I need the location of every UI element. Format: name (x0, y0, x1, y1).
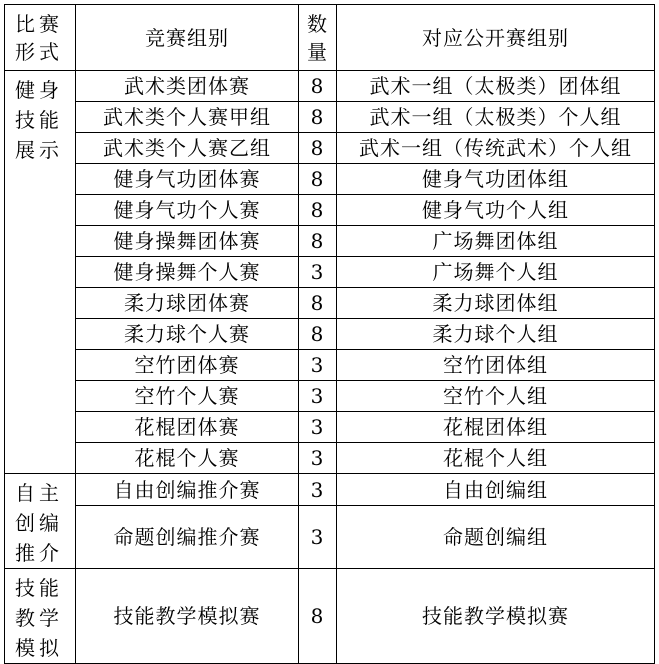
group-cell: 柔力球个人赛 (76, 319, 299, 350)
group-cell: 技能教学模拟赛 (76, 569, 299, 664)
form-cell: 自主创编推介 (5, 474, 76, 569)
open-group-cell: 技能教学模拟赛 (337, 569, 655, 664)
group-cell: 健身气功团体赛 (76, 164, 299, 195)
header-quantity: 数量 (299, 5, 337, 71)
quantity-cell: 8 (299, 164, 337, 195)
group-cell: 柔力球团体赛 (76, 288, 299, 319)
table-body (5, 5, 655, 664)
quantity-cell: 8 (299, 195, 337, 226)
table-row (5, 195, 655, 226)
quantity-cell: 8 (299, 319, 337, 350)
table-row (5, 569, 655, 664)
header-row (5, 5, 655, 71)
header-form: 比赛形式 (5, 5, 76, 71)
group-cell: 花棍个人赛 (76, 443, 299, 474)
quantity-cell: 8 (299, 102, 337, 133)
group-cell: 武术类个人赛甲组 (76, 102, 299, 133)
group-cell: 花棍团体赛 (76, 412, 299, 443)
open-group-cell: 柔力球个人组 (337, 319, 655, 350)
open-group-cell: 空竹个人组 (337, 381, 655, 412)
table-row (5, 350, 655, 381)
open-group-cell: 花棍个人组 (337, 443, 655, 474)
open-group-cell: 武术一组（太极类）团体组 (337, 71, 655, 102)
open-group-cell: 空竹团体组 (337, 350, 655, 381)
table-row (5, 381, 655, 412)
open-group-cell: 武术一组（传统武术）个人组 (337, 133, 655, 164)
table-row (5, 319, 655, 350)
quantity-cell: 3 (299, 381, 337, 412)
table-row (5, 257, 655, 288)
group-cell: 健身操舞个人赛 (76, 257, 299, 288)
open-group-cell: 自由创编组 (337, 474, 655, 506)
group-cell: 空竹个人赛 (76, 381, 299, 412)
header-group: 竞赛组别 (76, 5, 299, 71)
open-group-cell: 花棍团体组 (337, 412, 655, 443)
group-cell: 武术类个人赛乙组 (76, 133, 299, 164)
quantity-cell: 3 (299, 443, 337, 474)
form-cell: 技能教学模拟 (5, 569, 76, 664)
open-group-cell: 健身气功个人组 (337, 195, 655, 226)
open-group-cell: 广场舞团体组 (337, 226, 655, 257)
group-cell: 空竹团体赛 (76, 350, 299, 381)
table-row (5, 288, 655, 319)
quantity-cell: 3 (299, 506, 337, 569)
group-cell: 武术类团体赛 (76, 71, 299, 102)
quantity-cell: 3 (299, 412, 337, 443)
quantity-cell: 3 (299, 257, 337, 288)
table-row (5, 133, 655, 164)
table-row (5, 102, 655, 133)
table-row (5, 506, 655, 569)
quantity-cell: 8 (299, 226, 337, 257)
quantity-cell: 8 (299, 71, 337, 102)
group-cell: 健身气功个人赛 (76, 195, 299, 226)
group-cell: 自由创编推介赛 (76, 474, 299, 506)
quantity-cell: 8 (299, 569, 337, 664)
open-group-cell: 广场舞个人组 (337, 257, 655, 288)
competition-table (4, 4, 655, 664)
open-group-cell: 命题创编组 (337, 506, 655, 569)
header-open-group: 对应公开赛组别 (337, 5, 655, 71)
group-cell: 健身操舞团体赛 (76, 226, 299, 257)
table-row (5, 164, 655, 195)
open-group-cell: 健身气功团体组 (337, 164, 655, 195)
table-row (5, 474, 655, 506)
table-row (5, 71, 655, 102)
open-group-cell: 武术一组（太极类）个人组 (337, 102, 655, 133)
quantity-cell: 8 (299, 288, 337, 319)
form-cell: 健身技能展示 (5, 71, 76, 474)
table-row (5, 443, 655, 474)
group-cell: 命题创编推介赛 (76, 506, 299, 569)
quantity-cell: 3 (299, 474, 337, 506)
quantity-cell: 8 (299, 133, 337, 164)
quantity-cell: 3 (299, 350, 337, 381)
open-group-cell: 柔力球团体组 (337, 288, 655, 319)
table-row (5, 226, 655, 257)
table-row (5, 412, 655, 443)
